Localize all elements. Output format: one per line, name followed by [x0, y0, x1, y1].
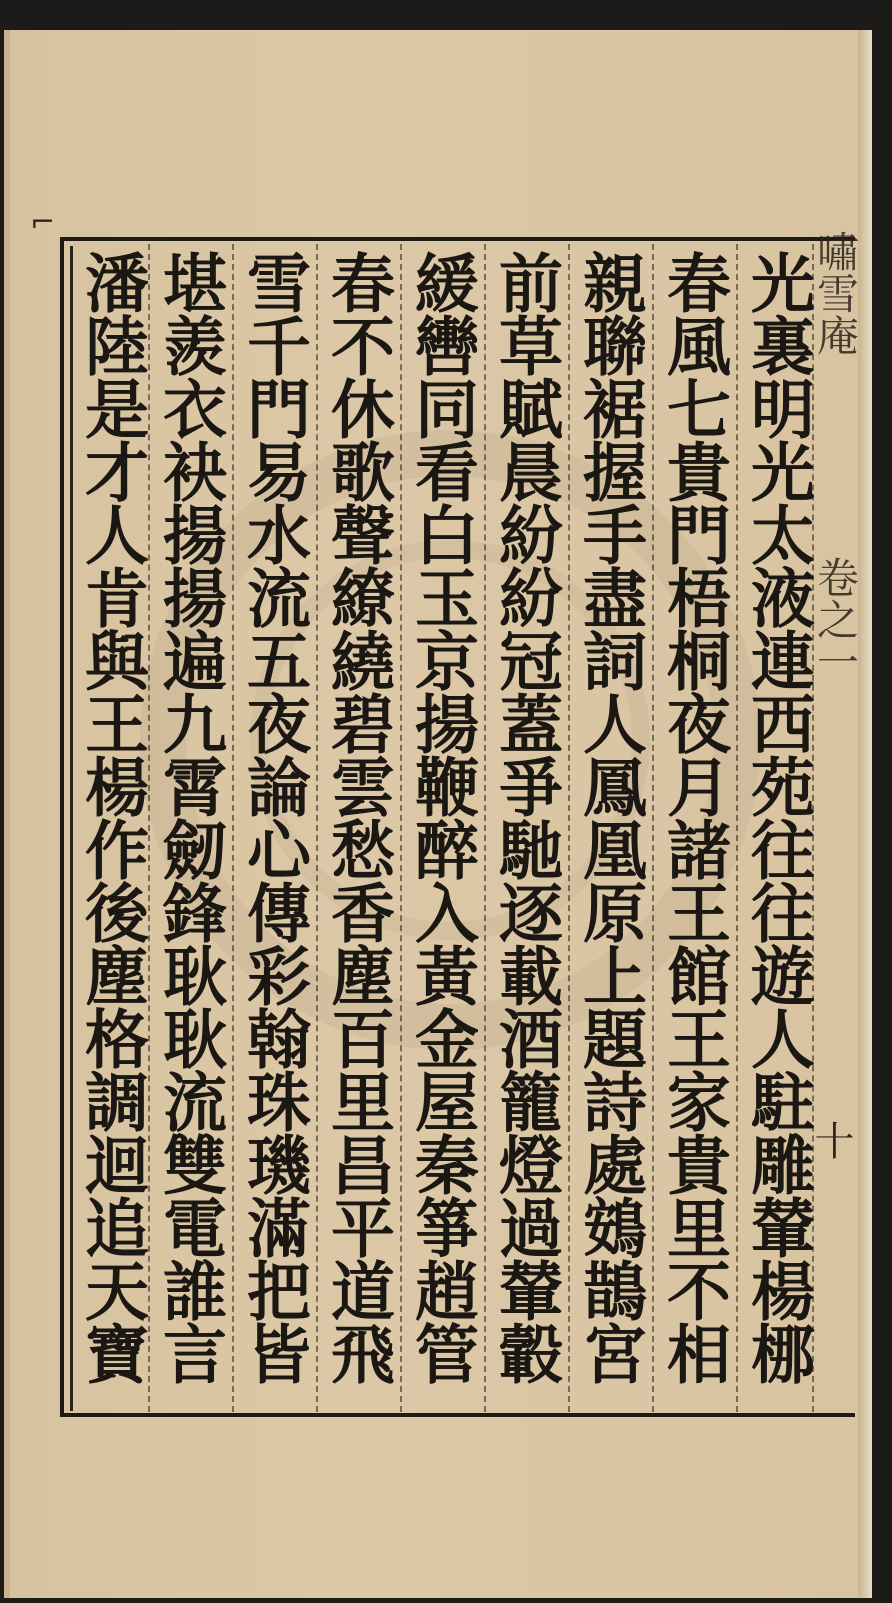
page-right-edge: [858, 30, 872, 1598]
block-margin: [808, 230, 860, 1430]
text-column-5: 緩轡同看白玉京揚鞭醉入黃金屋秦箏趙管: [404, 250, 479, 1384]
text-column-1: 光裏明光太液連西苑往往遊人駐雕輦楊梛: [740, 250, 815, 1384]
margin-title: 嘯雪庵: [811, 230, 860, 356]
text-column-3: 親聯裾握手盡詞人鳳凰原上題詩處鴳鵲宮: [572, 250, 647, 1384]
text-column-4: 前草賦晨紛紛冠蓋爭馳逐載酒籠燈過輦轂: [488, 250, 563, 1384]
text-column-8: 堪羨衣袂揚揚遍九霄劒鋒耿耿流雙電誰言: [152, 250, 227, 1384]
text-column-6: 春不休歌聲繚繞碧雲愁香塵百里昌平道飛: [320, 250, 395, 1384]
corner-mark: ⌐: [30, 205, 56, 240]
text-column-2: 春風七貴門梧桐夜月諸王館王家貴里不相: [656, 250, 731, 1384]
margin-volume: 卷之一: [811, 556, 860, 682]
text-column-7: 雪千門易水流五夜論心傳彩翰珠璣滿把皆: [236, 250, 311, 1384]
folio-number: 十: [808, 1120, 854, 1160]
text-column-9: 潘陸是才人肯與王楊作後塵格調迴追天寶: [74, 250, 149, 1384]
